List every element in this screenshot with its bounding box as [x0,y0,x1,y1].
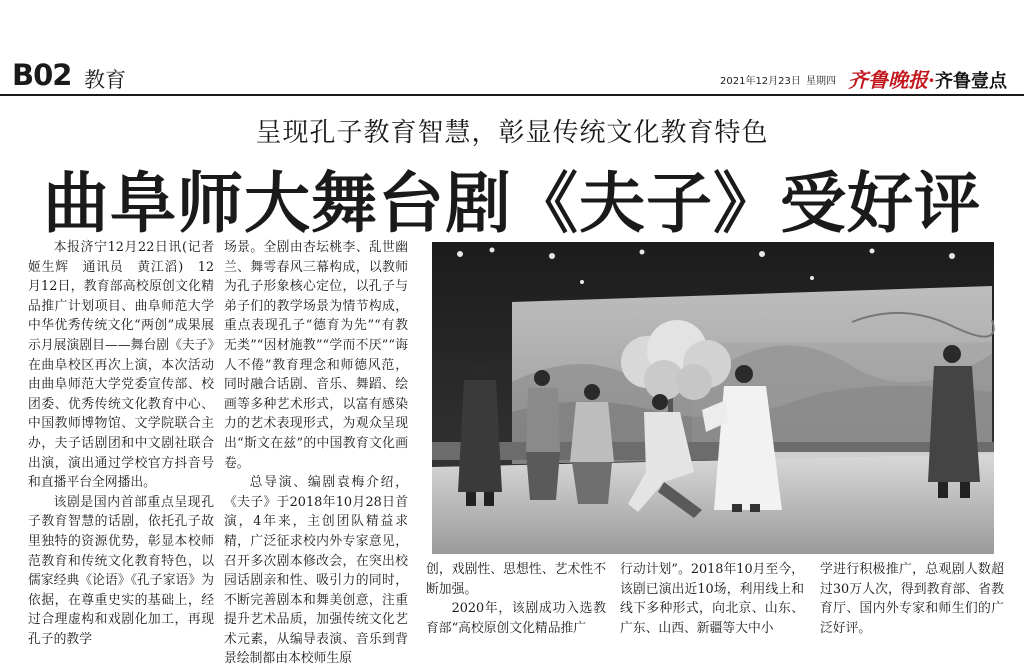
text-column-2 [224,238,408,667]
text-column-4 [620,560,804,643]
text-column-5 [820,560,1004,643]
text-column-1 [28,238,227,647]
issue-weekday: 星期四 [806,76,836,87]
brand-app-name: 齐鲁壹点 [934,71,1007,92]
paragraph: 2020年，该剧成功入选教育部“高校原创文化精品推广 [426,601,606,636]
paragraph: 学进行积极推广，总观剧人数超过30万人次，得到教育部、省教育厅、国内外专家和师生们的广泛好评。 [820,562,1004,636]
paragraph: 创，戏剧性、思想性、艺术性不断加强。 [426,562,606,597]
paragraph: 场景。全剧由杏坛桃李、乱世幽兰、舞雩春风三幕构成，以教师为孔子形象核心定位，以孔子与弟子们的教学场景为情节构成，重点表现孔子“德育为先”“有教无类”“因材施教”“学而不厌”“诲人不倦”教育理念和师德风范，同时融合话剧、音乐、舞蹈、绘画等多种艺术形式，以富有感染力的艺术表现形式，为观众呈现出“斯文在兹”的中国教育文化画卷。 [224,240,408,471]
paragraph: 总导演、编剧袁梅介绍，《夫子》于2018年10月28日首演，4年来，主创团队精益求精，广泛征求校内外专家意见，召开多次剧本修改会，在突出校园话剧亲和性、吸引力的同时，不断完善剧本和舞美创意，注重提升艺术品质，加强传统文化艺术元素，从编导表演、音乐到背景绘制都由本校师生原 [224,475,408,667]
page-header [0,0,1024,96]
paragraph: 该剧是国内首部重点呈现孔子教育智慧的话剧，依托孔子故里独特的资源优势，彰显本校师范教育和传统文化教育特色，以儒家经典《论语》《孔子家语》为依据，在尊重史实的基础上，经过合理虚构和戏剧化加工，再现孔子的教学 [28,494,214,647]
paragraph: 本报济宁12月22日讯(记者 姬生辉 通讯员 黄江滔) 12月12日，教育部高校原创文化精品推广计划项目、曲阜师范大学中华优秀传统文化“两创”成果展示月展演剧目——舞台剧《夫子》在曲阜校区再次上演，本次活动由曲阜师范大学党委宣传部、校团委、优秀传统文化教育中心、中国教师博物馆、文学院联合主办，夫子话剧团和中文剧社联合出演，演出通过学校官方抖音号和直播平台全网播出。 [28,240,227,491]
brand-separator: · [928,68,935,92]
header-rule [0,94,1024,96]
issue-date: 2021年12月23日 [720,76,801,87]
section-code: B02 [12,58,72,92]
article-headline: 曲阜师大舞台剧《夫子》受好评 [43,164,981,242]
paragraph: 行动计划”。2018年10月至今，该剧已演出近10场，利用线上和线下多种形式，向北京、山东、广东、山西、新疆等大中小 [620,562,804,636]
brand-name: 齐鲁晚报 [848,68,928,92]
newspaper-logo [848,64,1007,93]
text-column-3 [426,560,606,643]
article-subtitle: 呈现孔子教育智慧，彰显传统文化教育特色 [255,118,769,148]
stage-scene-image [432,242,994,554]
section-name: 教育 [84,68,126,92]
stage-play-photo [432,242,994,554]
